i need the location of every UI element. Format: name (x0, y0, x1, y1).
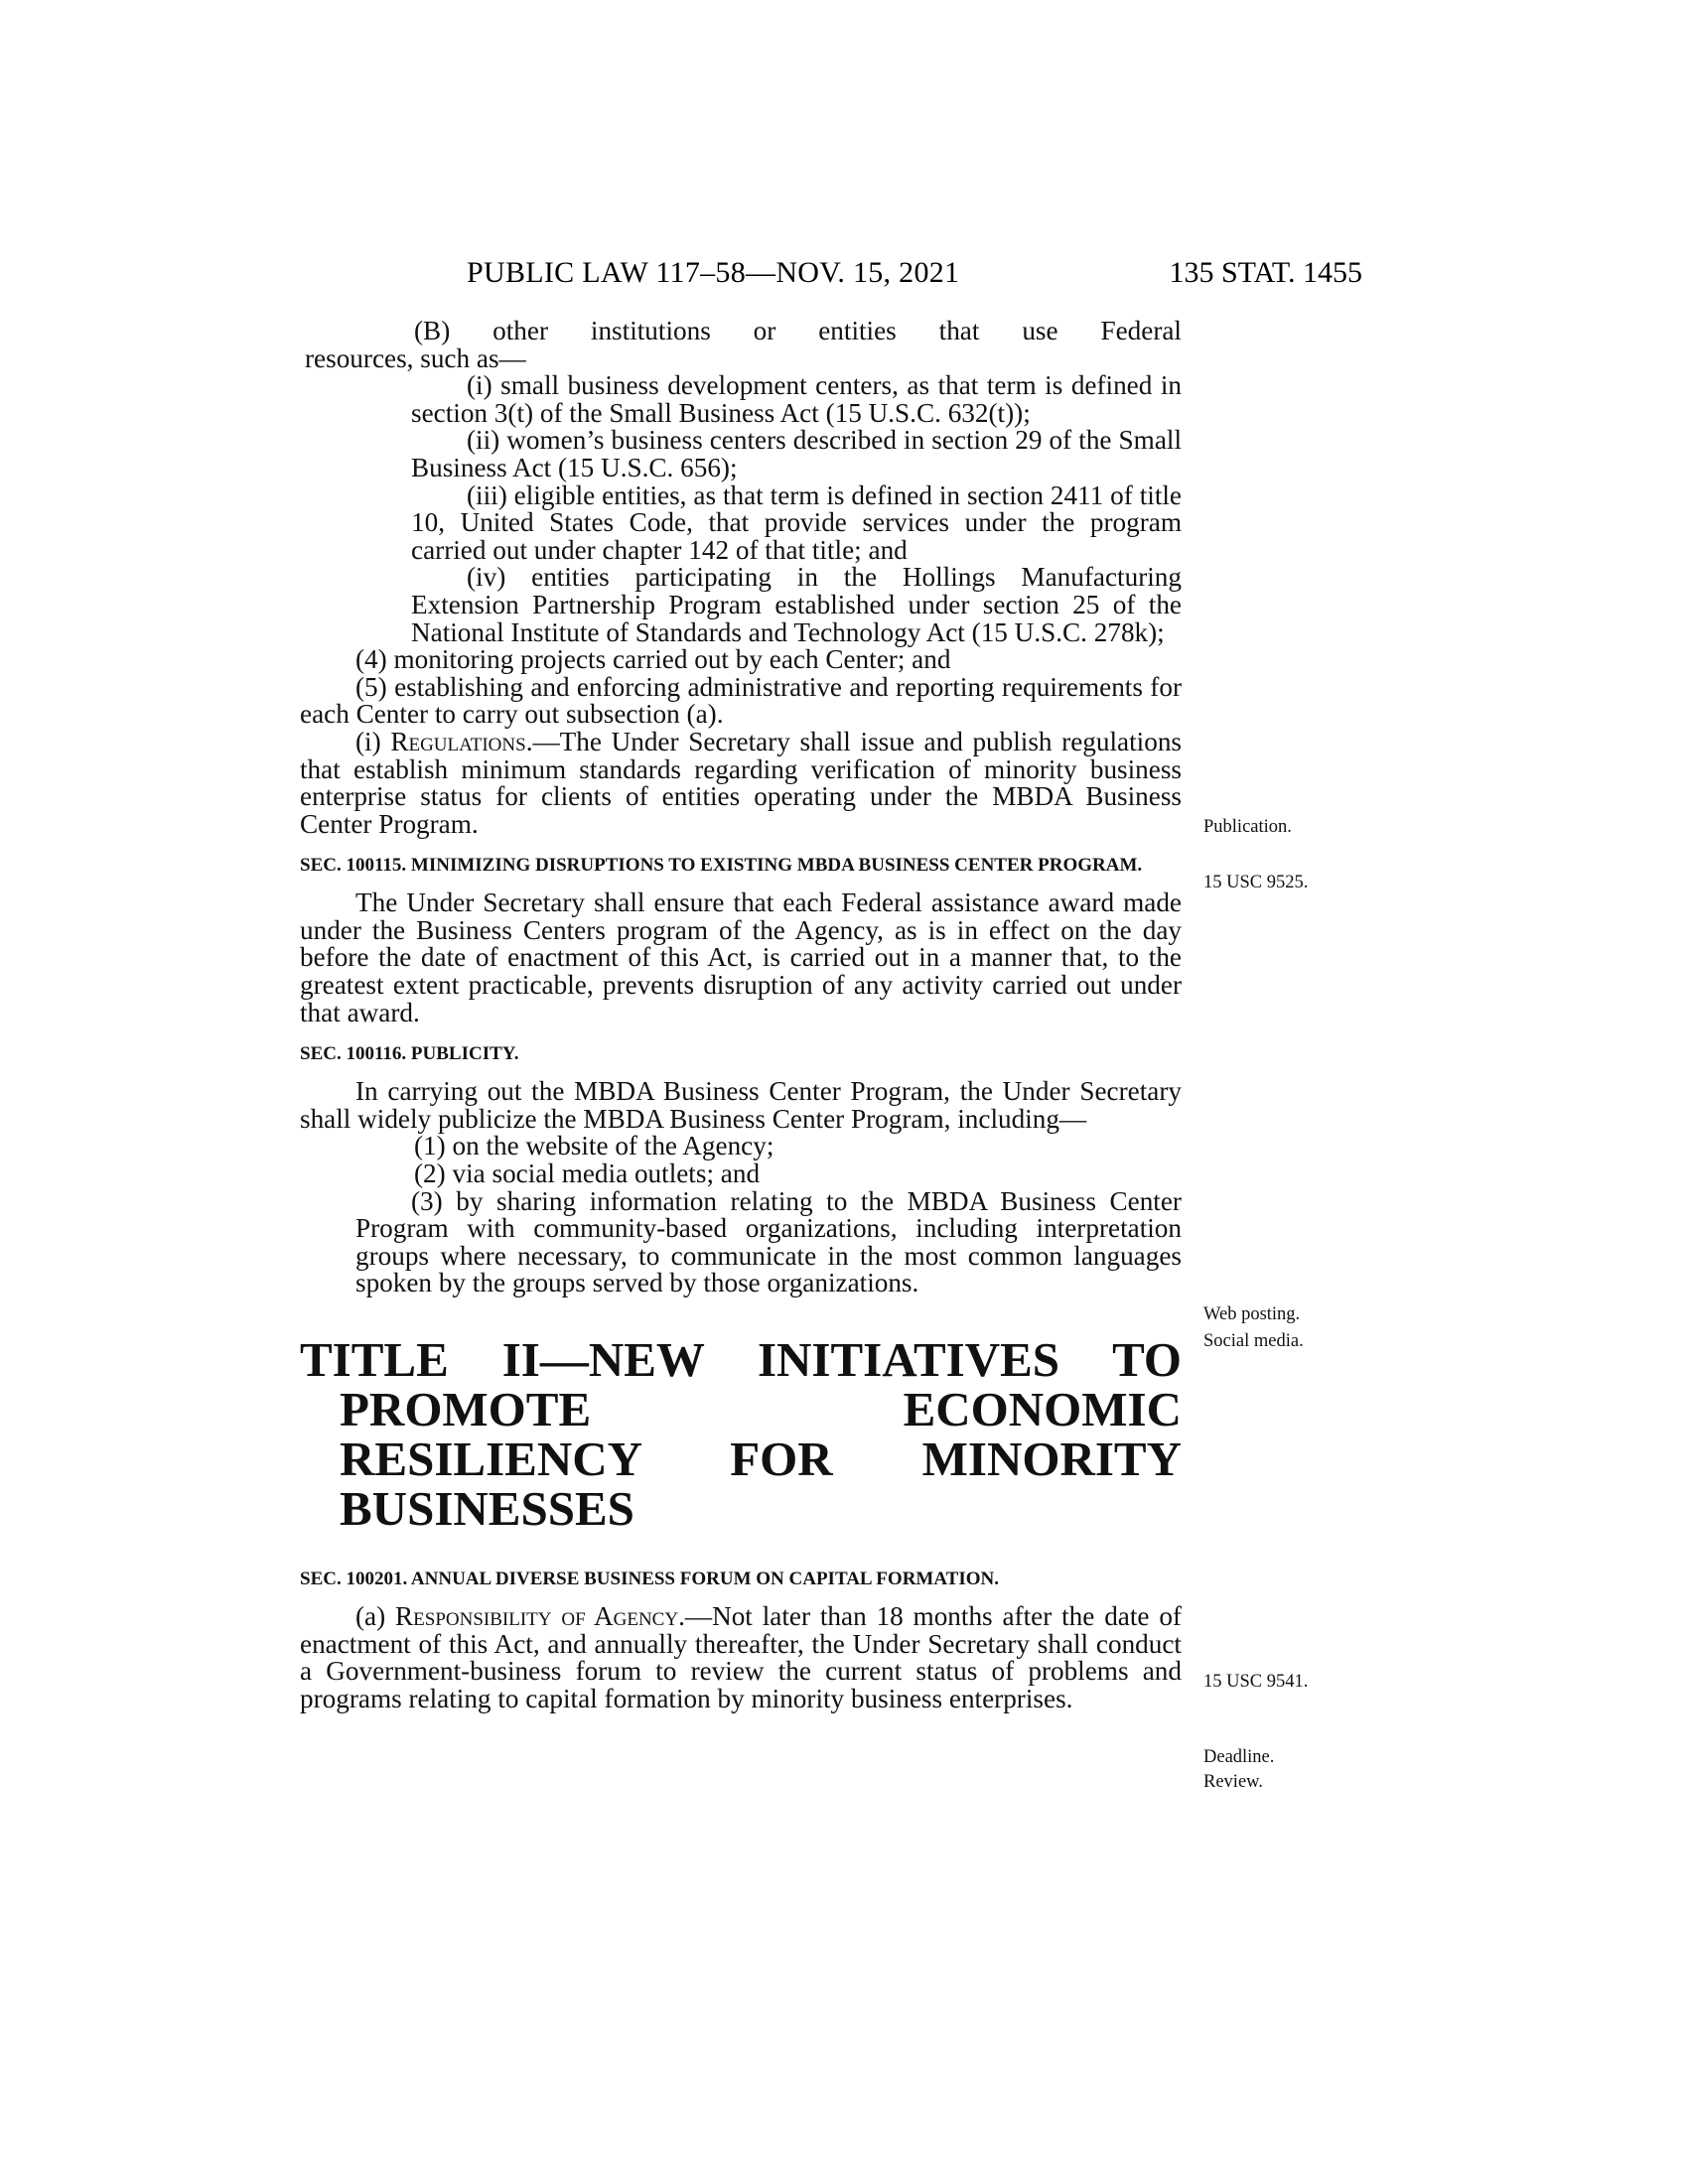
paragraph-5: (5) establishing and enforcing administrative and reporting requirements for each Center to carry out subsection (a). (300, 671, 1182, 730)
regulations-heading: Regulations (390, 726, 526, 756)
margin-note-deadline: Deadline. (1203, 1747, 1275, 1767)
margin-note-web-posting: Web posting. (1203, 1304, 1301, 1324)
clause-iii: (iii) eligible entities, as that term is defined in section 2411 of title 10, United States Code, that provide services under the program carried out under chapter 142 of that title; and (411, 479, 1182, 565)
margin-note-publication: Publication. (1203, 817, 1292, 837)
paragraph-4: (4) monitoring projects carried out by each Center; and (355, 644, 951, 675)
paragraph-B-line1: (B) other institutions or entities that use Federal (414, 316, 1182, 345)
publicity-item-2: (2) via social media outlets; and (414, 1159, 761, 1189)
margin-note-review: Review. (1203, 1772, 1263, 1792)
margin-note-usc-9541: 15 USC 9541. (1203, 1672, 1309, 1692)
page-body (300, 318, 1182, 1712)
clause-i: (i) small business development centers, as that term is defined in section 3(t) of the Small Business Act (15 U.S.C. 632(t)); (411, 370, 1182, 428)
clause-iv: (iv) entities participating in the Hollings Manufacturing Extension Partnership Program established under section 25 of the National Institute of Standards and Technology Act (15 U.S.C. 278k); (411, 562, 1182, 647)
section-100116-heading: SEC. 100116. PUBLICITY. (300, 1043, 519, 1065)
section-100115-body: The Under Secretary shall ensure that each Federal assistance award made under the Business Centers program of the Agency, as is in effect on the day before the date of enactment of this Act, is carried out in a manner that, to the greatest extent practicable, prevents disruption of any activity carried out under that award. (300, 887, 1182, 1027)
publicity-item-3: (3) by sharing information relating to the MBDA Business Center Program with community-based organizations, including interpretation groups where necessary, to communicate in the most common languages spoken by the groups served by those organizations. (355, 1185, 1182, 1298)
section-100201-heading: SEC. 100201. ANNUAL DIVERSE BUSINESS FORUM ON CAPITAL FORMATION. (300, 1569, 999, 1589)
page-header (300, 256, 1362, 296)
publicity-item-1: (1) on the website of the Agency; (414, 1131, 774, 1161)
section-100115-heading: SEC. 100115. MINIMIZING DISRUPTIONS TO EXISTING MBDA BUSINESS CENTER PROGRAM. (300, 855, 1143, 877)
statute-page-number: 135 STAT. 1455 (1169, 256, 1362, 289)
subsection-i-regulations: (i) Regulations.—The Under Secretary shall issue and publish regulations that establish minimum standards regarding verification of minority business enterprise status for clients of entities operating under the MBDA Business Center Program. (300, 726, 1182, 839)
title-ii-heading: TITLE II—NEW INITIATIVES TO PROMOTE ECONOMIC RESILIENCY FOR MINORITY BUSINESSES (300, 1332, 1182, 1536)
paragraph-B-line2: resources, such as— (305, 342, 526, 373)
section-100116-body: In carrying out the MBDA Business Center Program, the Under Secretary shall widely publicize the MBDA Business Center Program, including— (300, 1076, 1182, 1134)
responsibility-heading: Responsibility of Agency (395, 1601, 679, 1631)
clause-ii: (ii) women’s business centers described in section 29 of the Small Business Act (15 U.S.C. 656); (411, 425, 1182, 482)
margin-note-social-media: Social media. (1203, 1331, 1304, 1351)
public-law-citation: PUBLIC LAW 117–58—NOV. 15, 2021 (467, 256, 960, 289)
margin-note-usc-9525: 15 USC 9525. (1203, 873, 1309, 892)
subsection-a-responsibility: (a) Responsibility of Agency.—Not later than 18 months after the date of enactment of this Act, and annually thereafter, the Under Secretary shall conduct a Government-business forum to review the current status of problems and programs relating to capital formation by minority business enterprises. (300, 1601, 1182, 1713)
